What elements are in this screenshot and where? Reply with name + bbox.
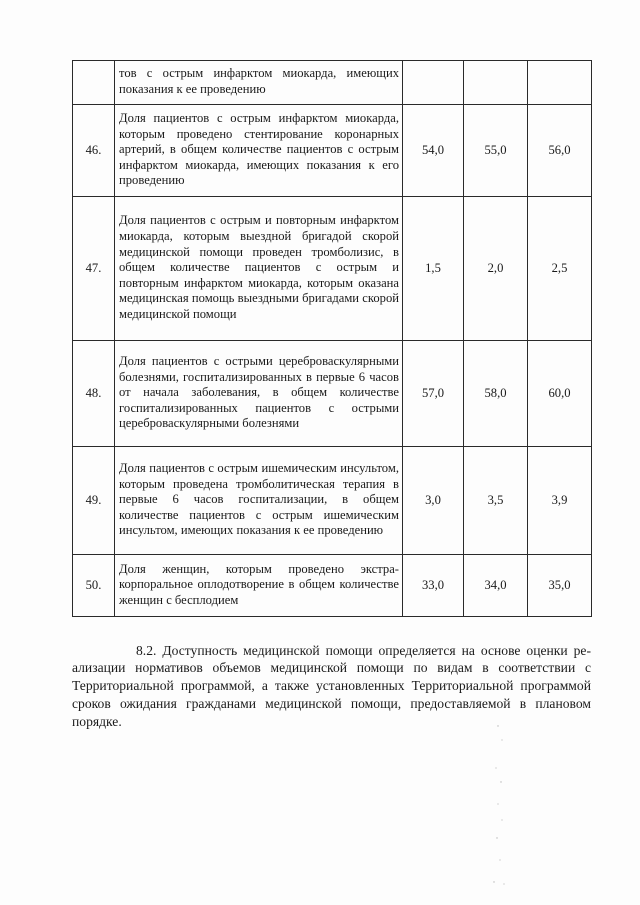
value-year-2: 3,5 bbox=[464, 447, 528, 555]
row-number: 48. bbox=[73, 341, 115, 447]
value-year-2: 34,0 bbox=[464, 555, 528, 617]
row-number bbox=[73, 61, 115, 105]
value-year-3: 3,9 bbox=[528, 447, 592, 555]
indicators-table bbox=[72, 60, 592, 617]
indicator-description: тов с острым инфарктом миокарда, имеющих показания к ее проведению bbox=[115, 61, 403, 105]
value-year-3: 35,0 bbox=[528, 555, 592, 617]
row-number: 50. bbox=[73, 555, 115, 617]
indicator-description: Доля женщин, которым проведено экстракорпоральное оплодотворение в общем количестве женщин с бесплодием bbox=[115, 555, 403, 617]
value-year-3: 56,0 bbox=[528, 105, 592, 197]
indicator-description: Доля пациентов с острыми цереброваскулярными болезнями, госпитализированных в первые 6 часов от начала заболевания, в общем количестве госпитализированных пациентов с острыми цереброваскулярными болезнями bbox=[115, 341, 403, 447]
value-year-1: 54,0 bbox=[403, 105, 464, 197]
value-year-2: 2,0 bbox=[464, 197, 528, 341]
value-year-1: 1,5 bbox=[403, 197, 464, 341]
row-number: 47. bbox=[73, 197, 115, 341]
body-paragraph: 8.2. Доступность медицинской помощи определяется на основе оценки реализации нормативов объемов медицинской помощи по видам в соответствии с Территориальной программой, а также установленных Территориальной программой сроков ожидания гражданами медицинской помощи, предоставляемой в плановом порядке. bbox=[72, 642, 591, 729]
row-number: 46. bbox=[73, 105, 115, 197]
value-year-1: 3,0 bbox=[403, 447, 464, 555]
value-year-2: 55,0 bbox=[464, 105, 528, 197]
value-year-2 bbox=[464, 61, 528, 105]
value-year-2: 58,0 bbox=[464, 341, 528, 447]
table-row bbox=[73, 197, 592, 341]
table-row bbox=[73, 61, 592, 105]
table-row bbox=[73, 447, 592, 555]
table-row bbox=[73, 341, 592, 447]
value-year-1: 57,0 bbox=[403, 341, 464, 447]
indicator-description: Доля пациентов с острым инфарктом миокарда, которым проведено стентирование коронарных артерий, в общем количестве пациентов с острым инфарктом миокарда, имеющих показания к его проведению bbox=[115, 105, 403, 197]
indicator-description: Доля пациентов с острым ишемическим инсультом, которым проведена тромболитическая терапия в первые 6 часов госпитализации, в общем количестве пациентов с острым ишемическим инсультом, имеющих показания к ее проведению bbox=[115, 447, 403, 555]
value-year-3 bbox=[528, 61, 592, 105]
scan-noise-marks bbox=[480, 720, 520, 890]
value-year-1: 33,0 bbox=[403, 555, 464, 617]
table-row bbox=[73, 105, 592, 197]
value-year-1 bbox=[403, 61, 464, 105]
indicator-description: Доля пациентов с острым и повторным инфарктом миокарда, которым выездной бригадой скорой медицинской помощи проведен тромболизис, в общем количестве пациентов с острым и повторным инфарктом миокарда, которым оказана медицинская помощь выездными бригадами скорой медицинской помощи bbox=[115, 197, 403, 341]
value-year-3: 60,0 bbox=[528, 341, 592, 447]
table-row bbox=[73, 555, 592, 617]
row-number: 49. bbox=[73, 447, 115, 555]
value-year-3: 2,5 bbox=[528, 197, 592, 341]
